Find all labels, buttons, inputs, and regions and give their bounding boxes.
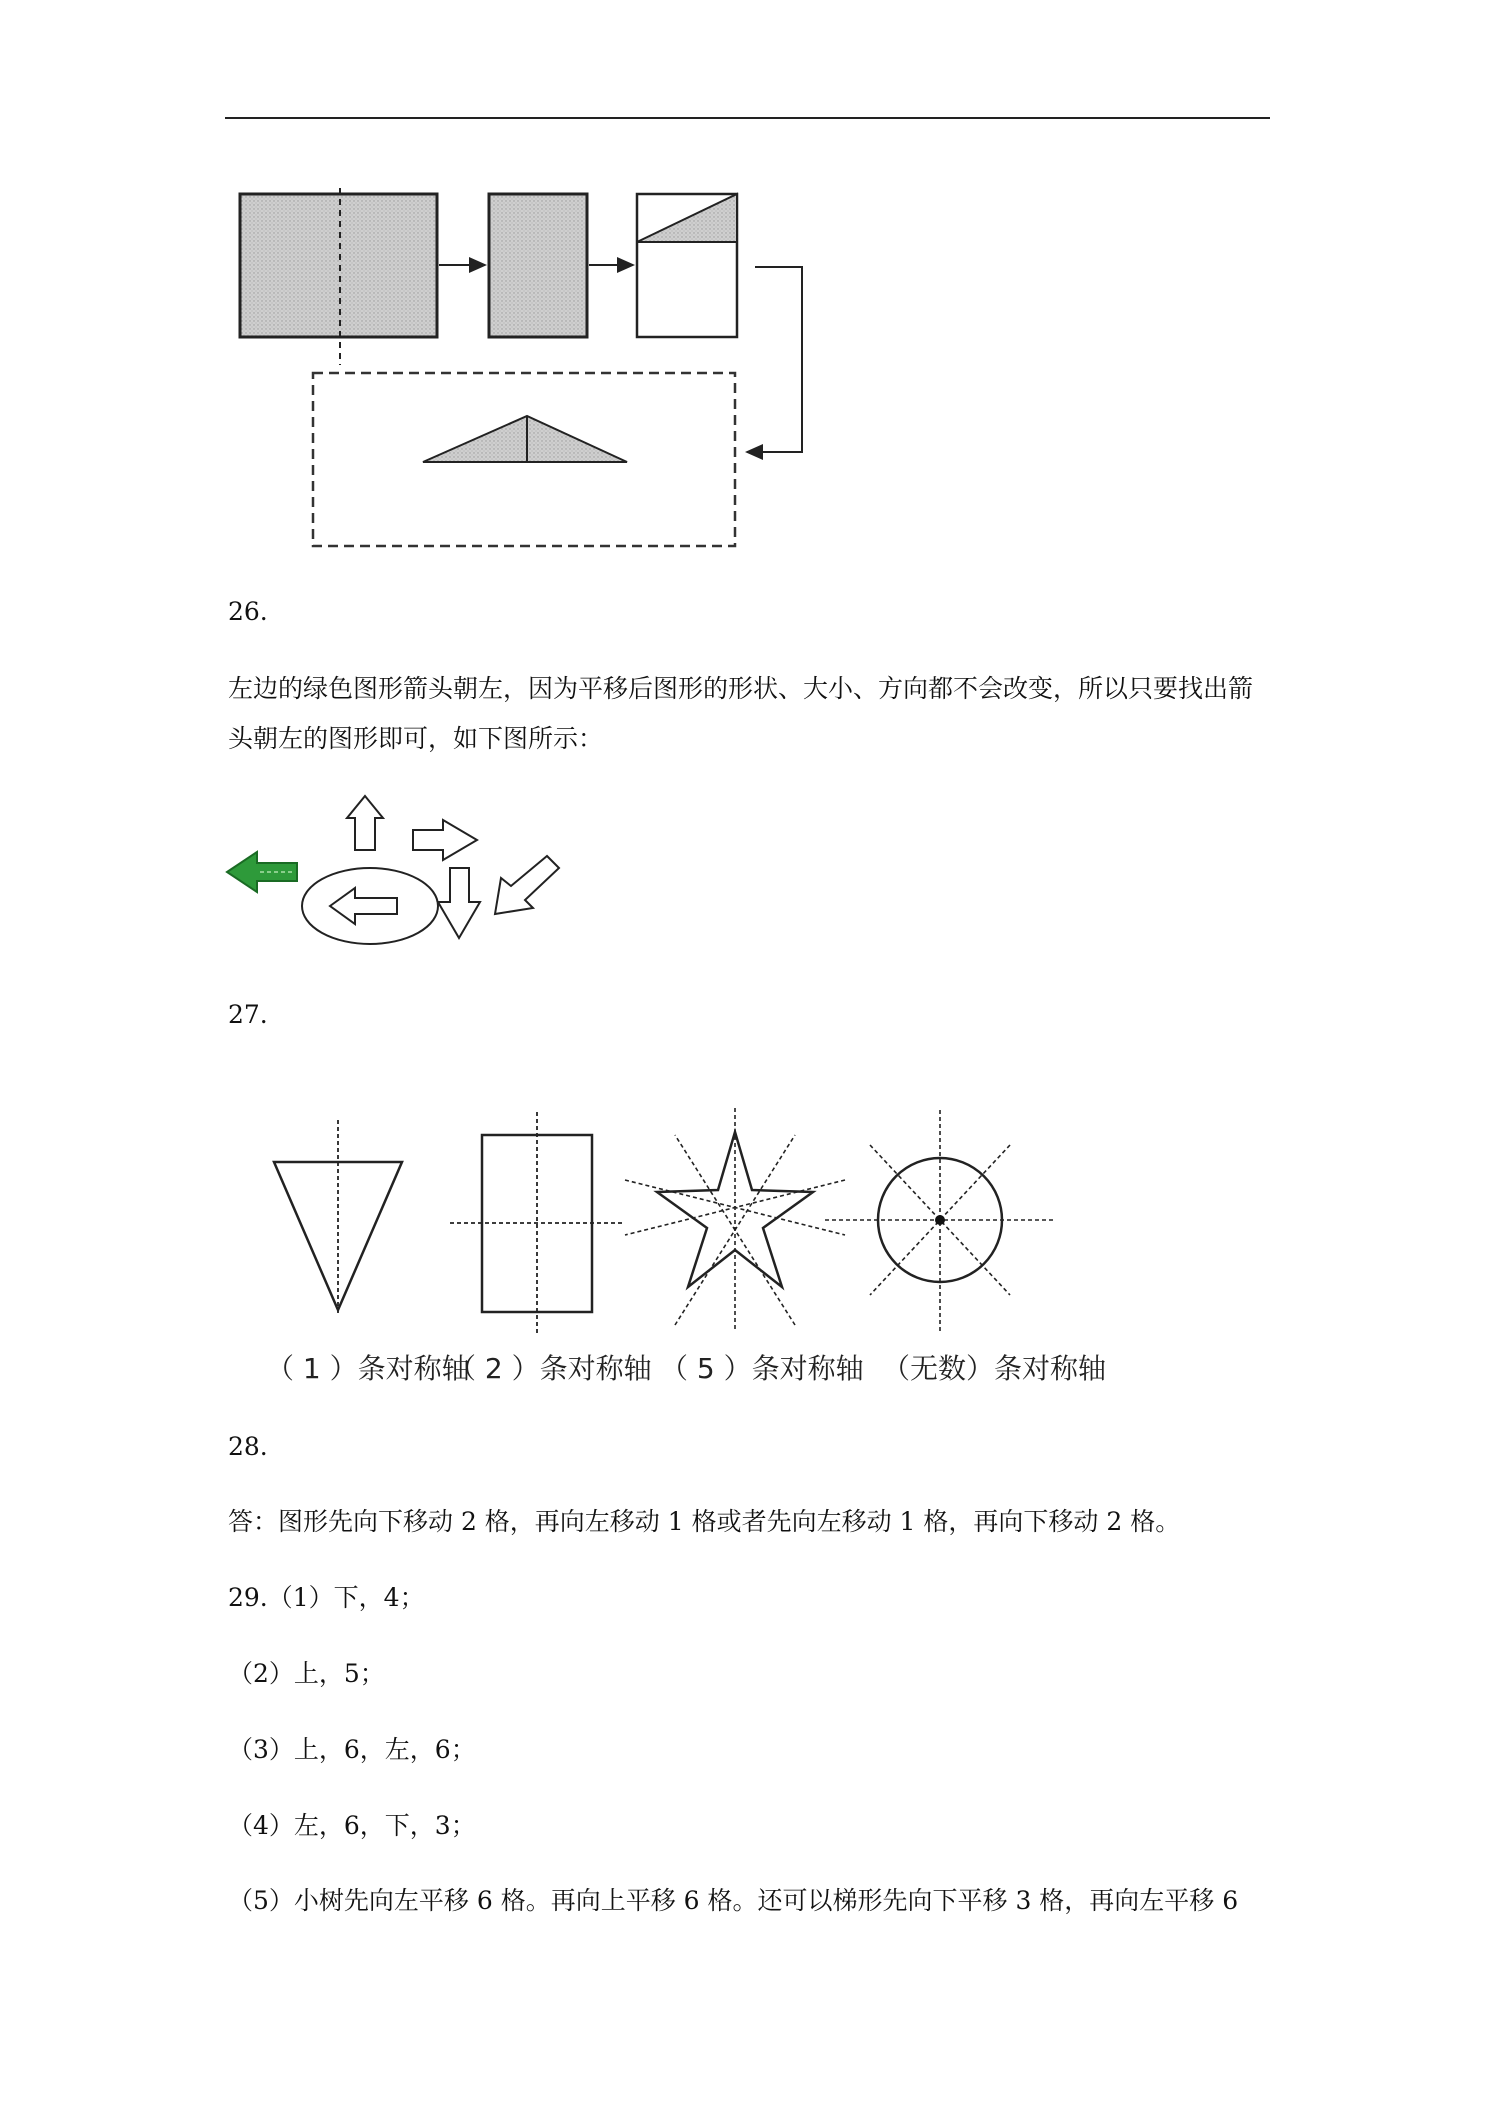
axis-label-4: （无数）条对称轴 [882, 1352, 1107, 1385]
axis-label-1: （ 1 ）条对称轴 [266, 1352, 470, 1385]
q29-line-1: 29.（1）下，4； [228, 1583, 425, 1612]
q28-number: 28. [228, 1432, 268, 1461]
q28-answer: 答：图形先向下移动 2 格，再向左移动 1 格或者先向左移动 1 格，再向下移动 2 格。 [228, 1507, 1181, 1536]
rectangle-shape [450, 1112, 625, 1335]
arrow-up-icon [347, 796, 383, 850]
axis-label-2: （ 2 ）条对称轴 [448, 1352, 652, 1385]
axis-label-3: （ 5 ）条对称轴 [660, 1352, 864, 1385]
star-shape [625, 1108, 845, 1330]
q26-number: 26. [228, 597, 268, 626]
arrow-right-icon [413, 820, 477, 860]
triangle-shape [274, 1120, 402, 1315]
arrow-translation-figure [225, 790, 565, 950]
q29-line-2: （2）上，5； [228, 1659, 385, 1688]
q29-line-4: （4）左，6，下，3； [228, 1811, 476, 1840]
symmetry-axes-figure [260, 1100, 1120, 1390]
header-rule [225, 117, 1270, 119]
arrow-down-left-icon [495, 856, 559, 914]
q27-number: 27. [228, 1000, 268, 1029]
q26-text: 左边的绿色图形箭头朝左，因为平移后图形的形状、大小、方向都不会改变，所以只要找出箭头朝左的图形即可，如下图所示： [228, 674, 1254, 753]
paper-folding-figure [225, 180, 845, 560]
q29-line-5: （5）小树先向左平移 6 格。再向上平移 6 格。还可以梯形先向下平移 3 格，再向左平移 6 [228, 1886, 1239, 1915]
arrow-down-icon [438, 868, 480, 938]
arrow-left-icon [330, 888, 397, 924]
result-triangle [423, 416, 627, 462]
folded-paper [489, 194, 587, 337]
circle-shape [825, 1110, 1055, 1332]
square-paper [240, 194, 437, 337]
q29-line-3: （3）上，6，左，6； [228, 1735, 476, 1764]
